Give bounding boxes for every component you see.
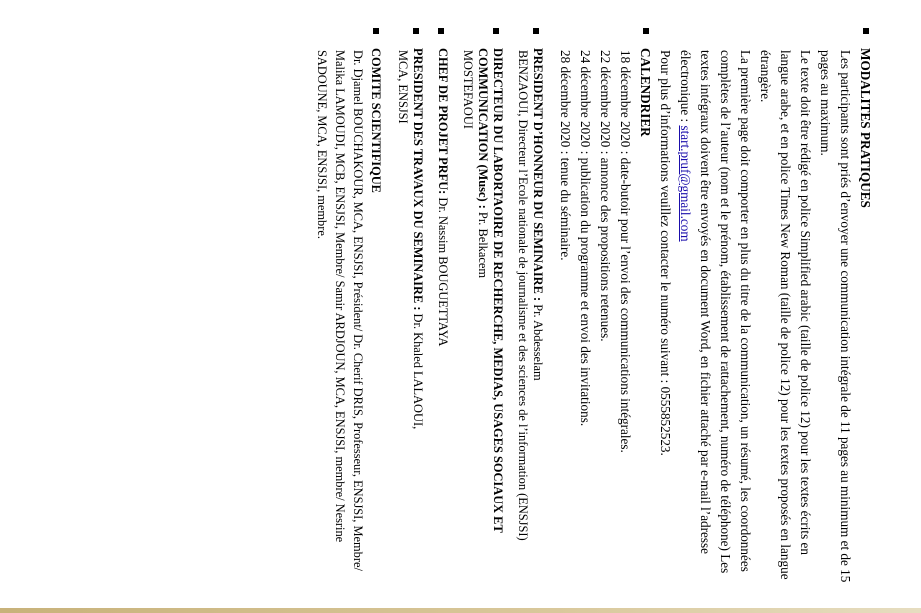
- section-comite: [313, 48, 385, 586]
- chef-projet-inline: Dr. Nassim BOUGUETTAYA: [436, 194, 450, 347]
- bullet-icon: [438, 28, 444, 34]
- section-heading: [530, 48, 545, 586]
- president-honneur-inline: Pr. Abdesselam: [531, 301, 545, 381]
- section-heading: [635, 48, 655, 586]
- president-travaux-inline: Dr. Khaled LALAOUI,: [411, 310, 425, 430]
- section-chef-projet: [435, 48, 450, 586]
- bullet-icon: [413, 28, 419, 34]
- modalites-paragraph-1: Les participants sont priés d’envoyer une communication intégrale de 11 pages au minimum et de 15 pages au maximum.: [818, 50, 853, 583]
- rotated-document-content: [45, 26, 875, 586]
- modalites-paragraph-3-text: La première page doit comporter en plus du titre de la communication, un résumé, les coordonnées complètes de l’auteur (nom et le prénom, établissement de rattachement, numéro de téléphone) Les textes intégraux doivent être envoyés en document Word, en fichier attaché par e-mail l’adresse électronique :: [678, 50, 753, 574]
- section-heading: [855, 48, 875, 586]
- directeur-labo-text: MOSTEFAOUI: [461, 50, 475, 129]
- bullet-icon: [643, 28, 649, 34]
- heading-chef-projet: CHEF DE PROJET PRFU:: [436, 48, 450, 195]
- heading-calendrier: CALENDRIER: [638, 48, 653, 137]
- bullet-icon: [863, 28, 869, 34]
- president-travaux-text: MCA, ENSJSI: [396, 50, 410, 124]
- section-modalites: [655, 48, 875, 586]
- bullet-icon: [533, 28, 539, 34]
- bullet-icon: [493, 28, 499, 34]
- section-heading: [367, 48, 385, 586]
- heading-president-travaux: PRESIDENT DES TRAVAUX DU SEMINAIRE :: [411, 48, 425, 311]
- heading-president-honneur: PRESIDENT D’HONNEUR DU SEMINAIRE :: [531, 48, 545, 302]
- email-link[interactable]: start.pruf@gmail.com: [678, 125, 693, 242]
- calendar-item: 22 décembre 2020 : annonce des propositions retenues.: [598, 50, 613, 342]
- section-heading: [475, 48, 505, 586]
- bottom-border-bar: [0, 608, 921, 613]
- section-directeur-labo: [460, 48, 505, 586]
- comite-text: Dr. Djamel BOUCHAKOUR, MCA, ENSJSI, Président/ Dr. Cherif DRIS, Professeur, ENSJSI, Membre/ Malika LAMOUDI, MCB, ENSJSI, Membre/ Samir ARDJOUN, MCA, ENSJSI, membre/ Nesrine SADOUNE, MCA, ENSJSI, membre.: [315, 50, 365, 571]
- section-calendrier: [555, 48, 655, 586]
- modalites-paragraph-4: Pour plus d’informations veuillez contacter le numéro suivant : 0555852523.: [658, 50, 673, 456]
- heading-modalites: MODALITES PRATIQUES: [858, 48, 873, 208]
- modalites-paragraph-2: Le texte doit être rédigé en police Simplified arabic (taille de police 12) pour les textes écrits en langue arabe, et en police Times New Roman (taille de police 12) pour les textes proposés en langue étrangère.: [758, 50, 813, 580]
- section-president-travaux: [395, 48, 425, 586]
- heading-directeur-labo: DIRECTEUR DU LABORTAOIRE DE RECHERCHE, MEDIAS, USAGES SOCIAUX ET COMMUNICATION (Musc) :: [476, 48, 505, 533]
- calendar-item: 28 décembre 2020 : tenue du séminaire.: [558, 50, 573, 261]
- calendar-item: 18 décembre 2020 : date-butoir pour l’envoi des communications intégrales.: [618, 50, 633, 453]
- bullet-icon: [373, 28, 379, 34]
- section-president-honneur: [515, 48, 545, 586]
- modalites-paragraph-3: [675, 48, 755, 586]
- directeur-labo-inline: Pr. Belkacem: [476, 208, 490, 278]
- heading-comite: COMITE SCIENTIFIQUE: [369, 48, 383, 193]
- president-honneur-text: BENZAOUI, Directeur l’Ecole nationale de journalisme et des sciences de l’information (ENSJSI): [516, 50, 530, 541]
- section-heading: [435, 48, 450, 586]
- calendar-item: 24 décembre 2020 : publication du programme et envoi des invitations.: [578, 50, 593, 427]
- section-heading: [410, 48, 425, 586]
